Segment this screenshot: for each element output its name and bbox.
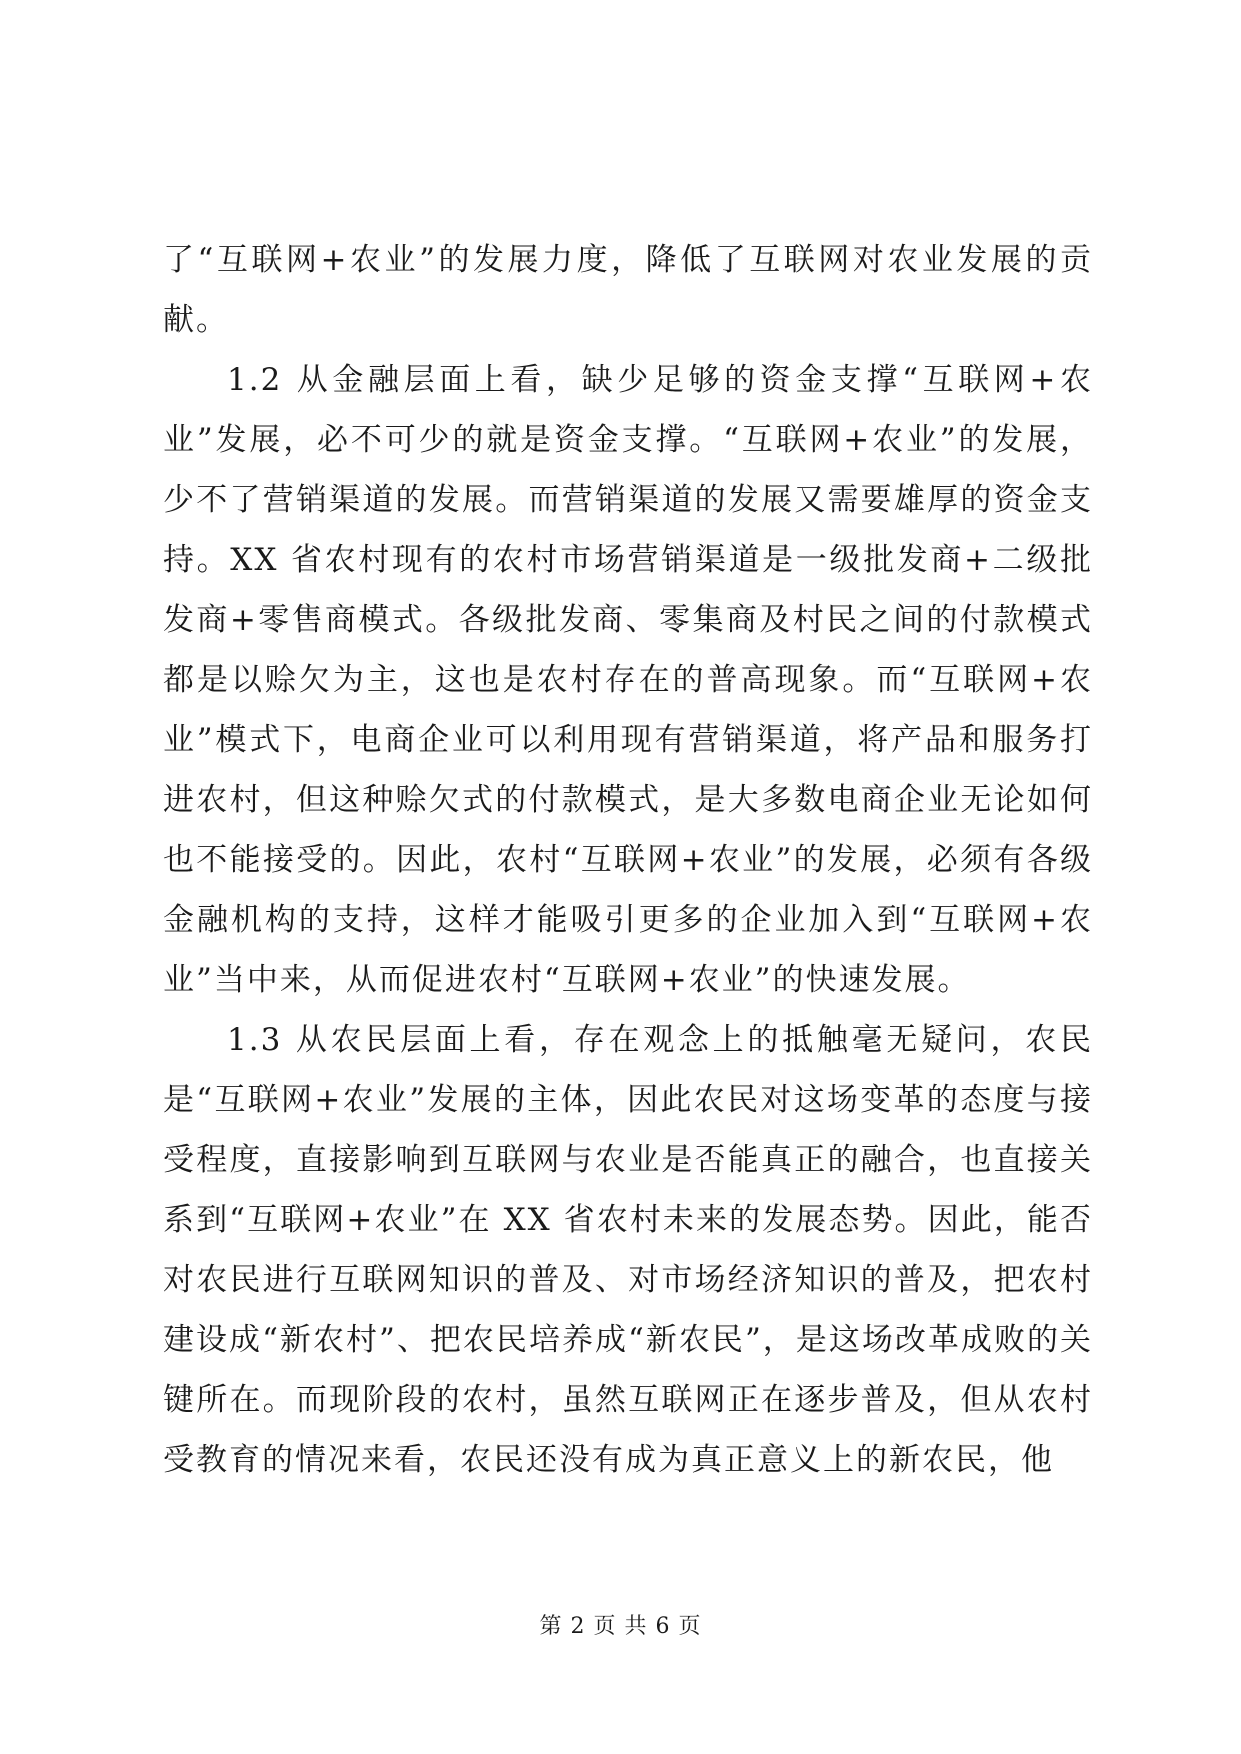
paragraph-continuation: 了“互联网+农业”的发展力度，降低了互联网对农业发展的贡献。 (163, 242, 1093, 338)
paragraph-1-3-farmers: 1.3 从农民层面上看，存在观念上的抵触毫无疑问，农民是“互联网+农业”发展的主体，因此农民对这场变革的态度与接受程度，直接影响到互联网与农业是否能真正的融合，也直接关系到“互联网+农业”在 XX 省农村未来的发展态势。因此，能否对农民进行互联网知识的普及、对市场经济知识的普及，把农村建设成“新农村”、把农民培养成“新农民”，是这场改革成败的关键所在。而现阶段的农村，虽然互联网正在逐步普及，但从农村受教育的情况来看，农民还没有成为真正意义上的新农民，他 (163, 1022, 1093, 1478)
page-footer: 第 2 页 共 6 页 (539, 1614, 702, 1639)
paragraph-1-2-financial: 1.2 从金融层面上看，缺少足够的资金支撑“互联网+农业”发展，必不可少的就是资金支撑。“互联网+农业”的发展，少不了营销渠道的发展。而营销渠道的发展又需要雄厚的资金支持。XX 省农村现有的农村市场营销渠道是一级批发商+二级批发商+零售商模式。各级批发商、零集商及村民之间的付款模式都是以赊欠为主，这也是农村存在的普高现象。而“互联网+农业”模式下，电商企业可以利用现有营销渠道，将产品和服务打进农村，但这种赊欠式的付款模式，是大多数电商企业无论如何也不能接受的。因此，农村“互联网+农业”的发展，必须有各级金融机构的支持，这样才能吸引更多的企业加入到“互联网+农业”当中来，从而促进农村“互联网+农业”的快速发展。 (163, 362, 1093, 998)
document-body (163, 230, 1093, 1490)
